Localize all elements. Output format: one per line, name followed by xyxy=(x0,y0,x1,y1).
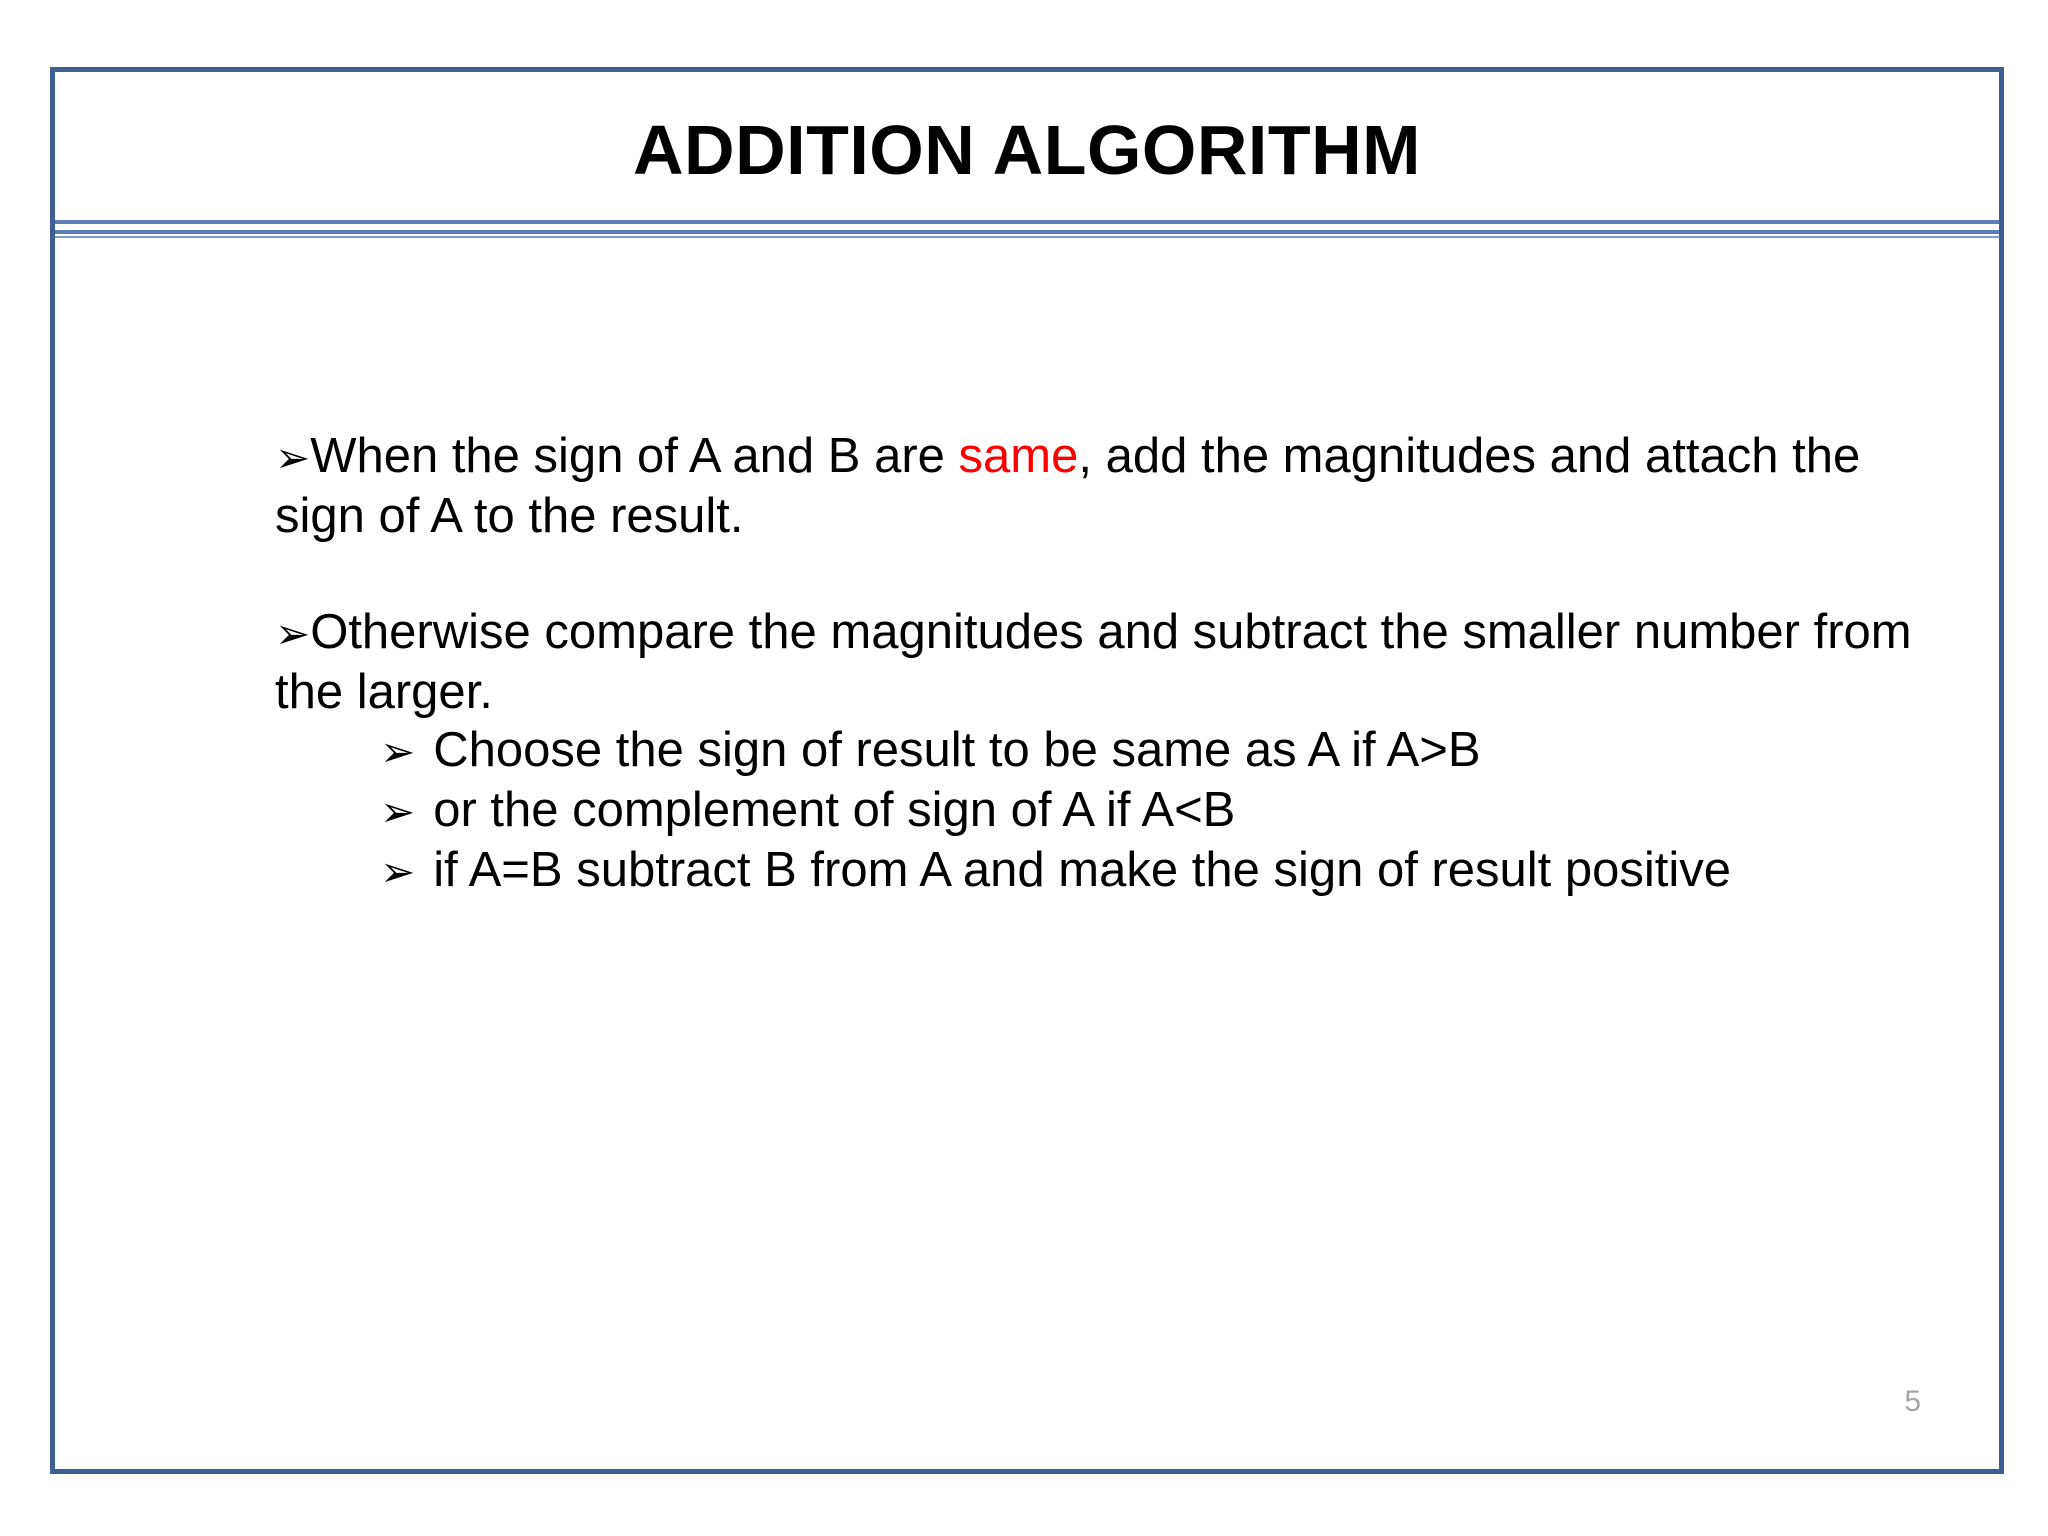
title-area xyxy=(55,72,1999,220)
title-divider-line xyxy=(55,220,1999,224)
arrow-bullet-icon: ➢ xyxy=(380,787,416,836)
sub-bullet-item xyxy=(380,721,1955,781)
arrow-bullet-icon: ➢ xyxy=(275,433,311,482)
arrow-bullet-icon: ➢ xyxy=(275,609,311,658)
sub-bullet-text: if A=B subtract B from A and make the sign of result positive xyxy=(433,843,1732,897)
slide-content xyxy=(275,427,1955,901)
sub-bullet-item xyxy=(380,841,1955,901)
sub-bullet-list xyxy=(275,721,1955,901)
slide-title: ADDITION ALGORITHM xyxy=(633,111,1421,189)
bullet-text: Otherwise compare the magnitudes and subtract the smaller number from the larger. xyxy=(275,605,1912,719)
arrow-bullet-icon: ➢ xyxy=(380,727,416,776)
highlighted-word: same xyxy=(958,429,1079,483)
bullet-text: When the sign of A and B are xyxy=(310,429,959,483)
bullet-item xyxy=(275,427,1955,545)
arrow-bullet-icon: ➢ xyxy=(380,847,416,896)
slide-frame xyxy=(50,67,2004,1474)
sub-bullet-item xyxy=(380,781,1955,841)
page-number: 5 xyxy=(1904,1385,1921,1418)
bullet-item xyxy=(275,603,1955,901)
sub-bullet-text: or the complement of sign of A if A<B xyxy=(433,783,1236,837)
title-divider-line xyxy=(55,236,1999,238)
title-divider-line xyxy=(55,230,1999,234)
bullet-text: , add the magnitudes and attach the sign of A to the result. xyxy=(275,429,1861,543)
sub-bullet-text: Choose the sign of result to be same as A if A>B xyxy=(433,723,1481,777)
